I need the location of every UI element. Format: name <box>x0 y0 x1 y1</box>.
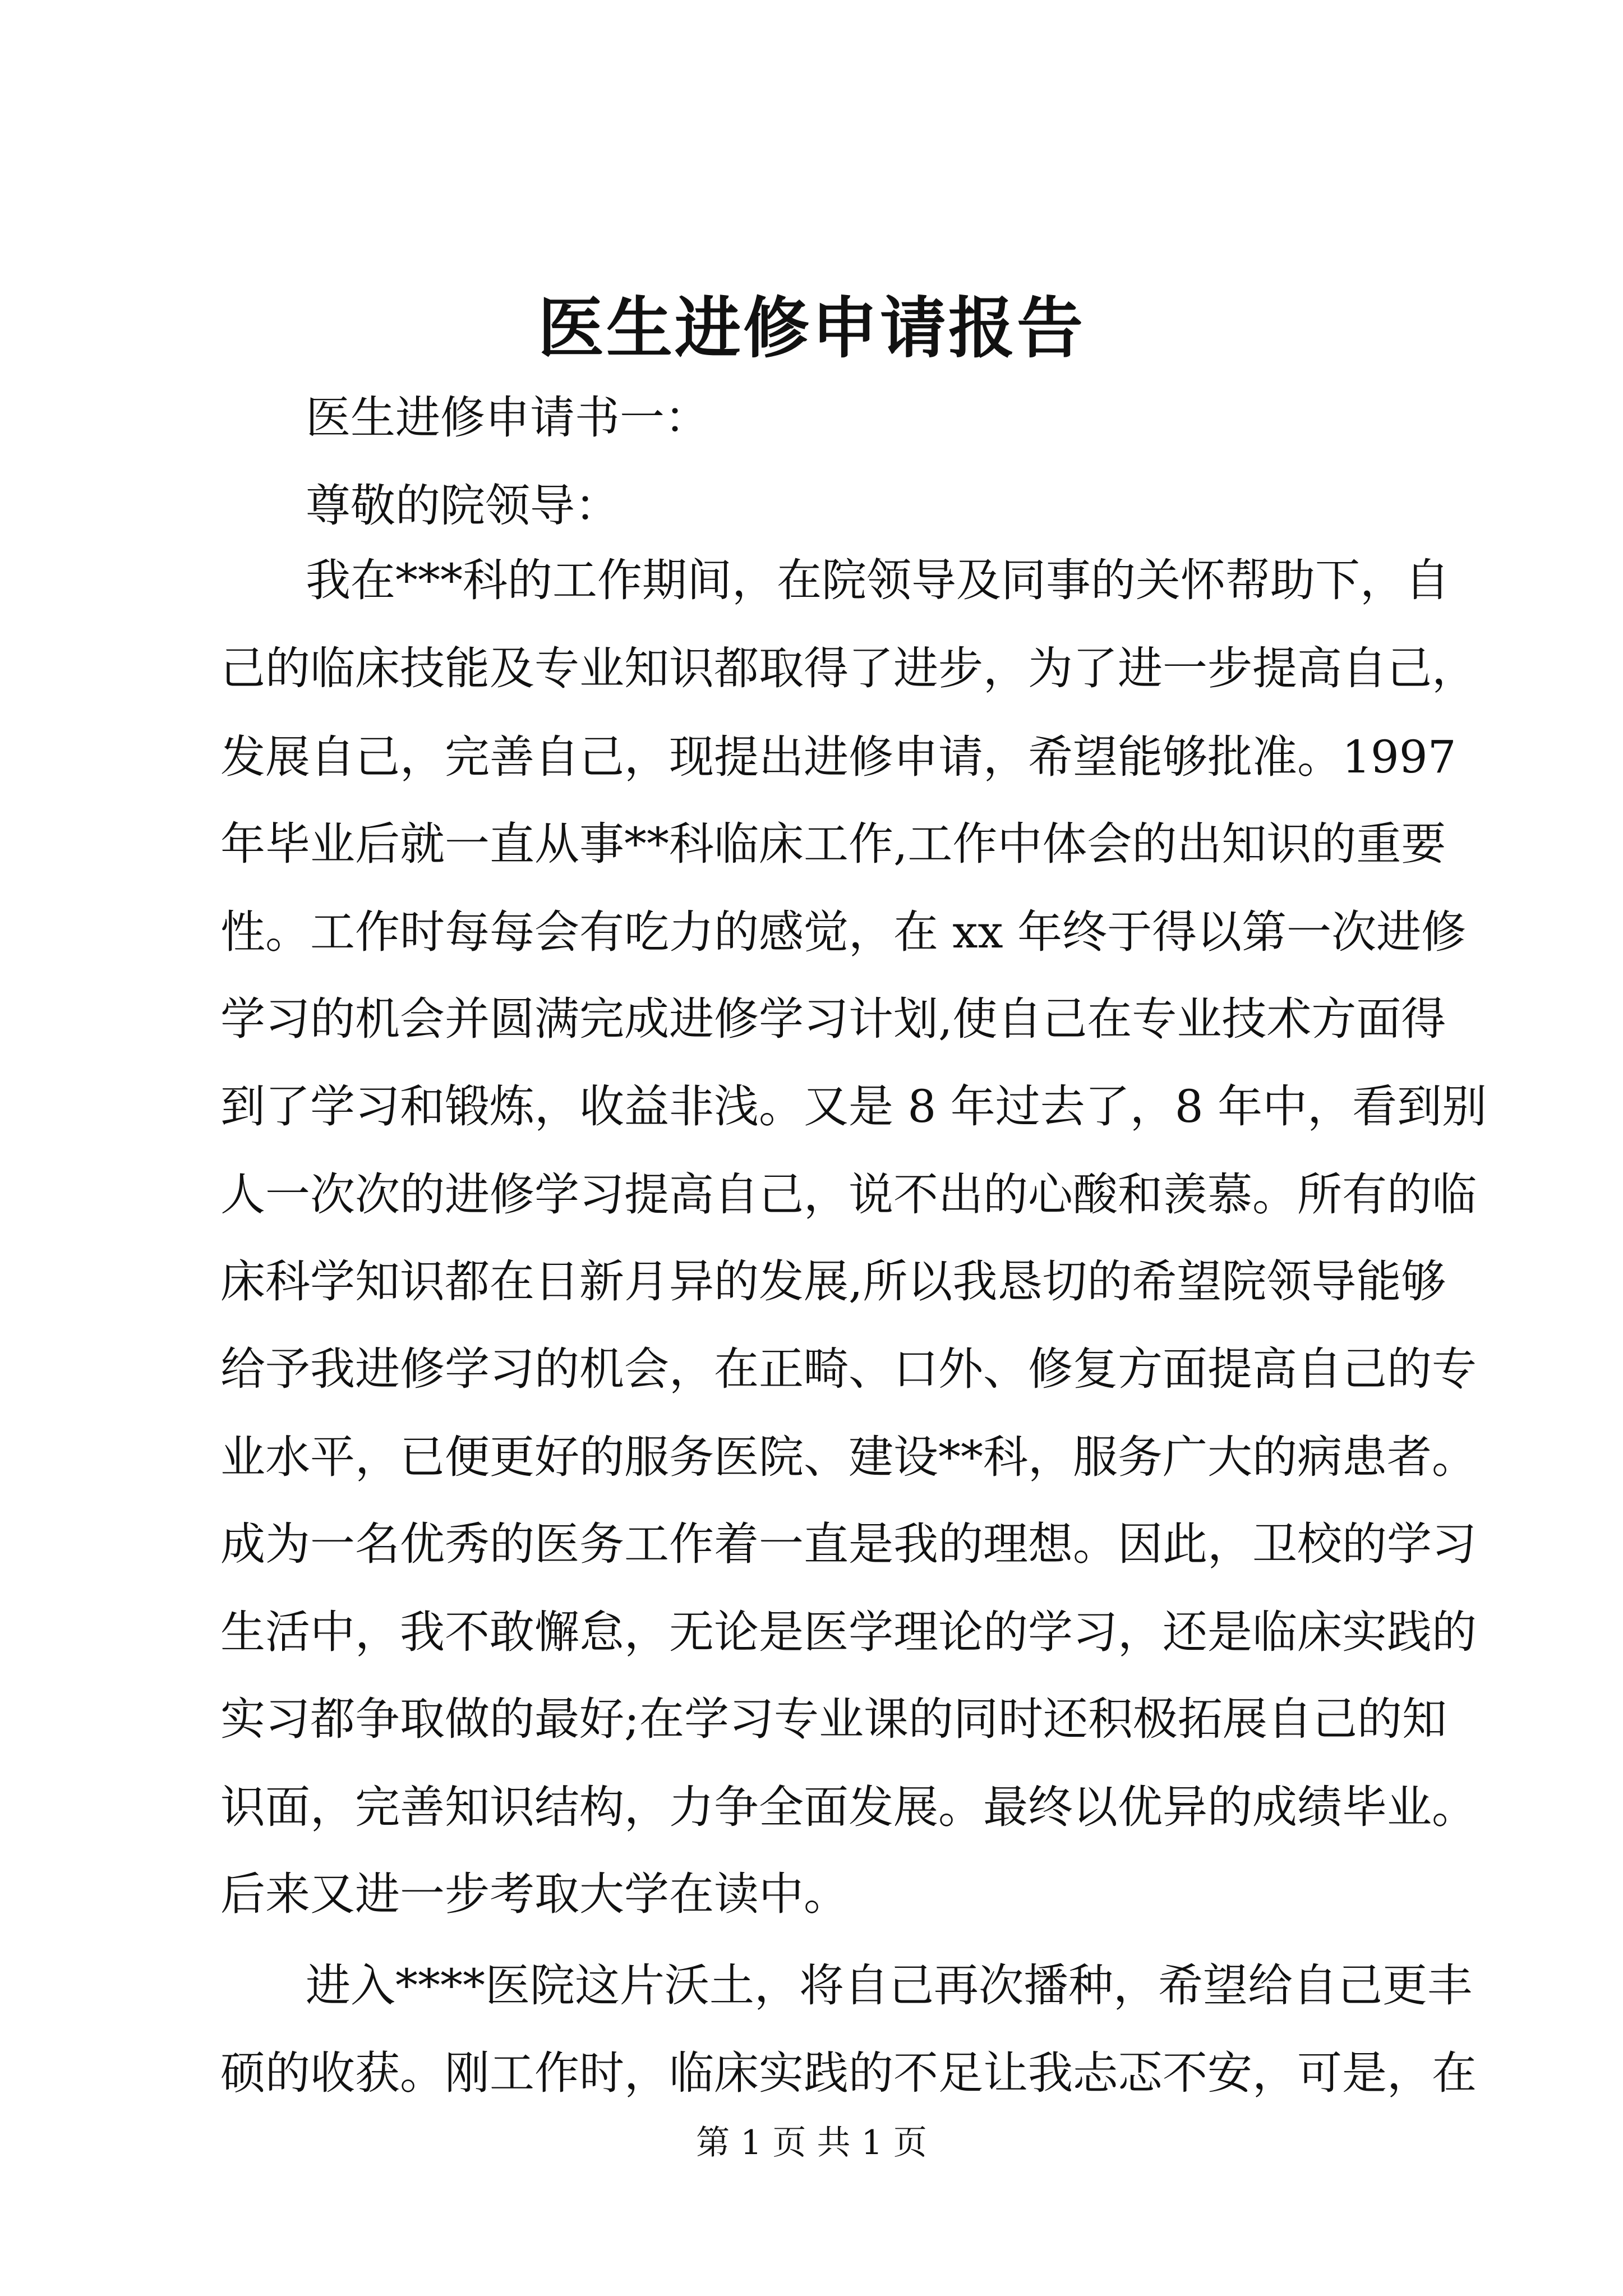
paragraph-line: 床科学知识都在日新月异的发展,所以我恳切的希望院领导能够 <box>220 1255 1446 1308</box>
paragraph-line: 实习都争取做的最好;在学习专业课的同时还积极拓展自己的知 <box>220 1693 1447 1745</box>
paragraph-line: 到了学习和锻炼，收益非浅。又是 8 年过去了，8 年中，看到别 <box>220 1080 1487 1133</box>
paragraph-line: 我在***科的工作期间，在院领导及同事的关怀帮助下，自 <box>306 554 1450 606</box>
document-title: 医生进修申请报告 <box>537 289 1085 367</box>
paragraph-line: 后来又进一步考取大学在读中。 <box>220 1868 849 1920</box>
paragraph-line: 学习的机会并圆满完成进修学习计划,使自己在专业技术方面得 <box>220 993 1446 1045</box>
paragraph-line: 年毕业后就一直从事**科临床工作,工作中体会的出知识的重要 <box>220 818 1446 870</box>
paragraph-line: 识面，完善知识结构，力争全面发展。最终以优异的成绩毕业。 <box>220 1781 1477 1833</box>
section-heading: 医生进修申请书一： <box>306 392 709 444</box>
paragraph-line: 硕的收获。刚工作时，临床实践的不足让我忐忑不安，可是，在 <box>220 2047 1477 2099</box>
paragraph-line: 业水平，已便更好的服务医院、建设**科，服务广大的病患者。 <box>220 1431 1477 1483</box>
paragraph-line: 发展自己，完善自己，现提出进修申请，希望能够批准。1997 <box>220 731 1456 783</box>
paragraph-line: 性。工作时每每会有吃力的感觉，在 xx 年终于得以第一次进修 <box>220 906 1467 958</box>
paragraph-line: 人一次次的进修学习提高自己，说不出的心酸和羡慕。所有的临 <box>220 1168 1477 1221</box>
paragraph-line: 给予我进修学习的机会，在正畸、口外、修复方面提高自己的专 <box>220 1343 1477 1395</box>
paragraph-line: 进入****医院这片沃土，将自己再次播种，希望给自己更丰 <box>306 1959 1472 2012</box>
paragraph-line: 生活中，我不敢懈怠，无论是医学理论的学习，还是临床实践的 <box>220 1606 1477 1658</box>
page-number-footer: 第 1 页 共 1 页 <box>696 2123 927 2162</box>
paragraph-line: 成为一名优秀的医务工作着一直是我的理想。因此，卫校的学习 <box>220 1518 1477 1570</box>
paragraph-line: 己的临床技能及专业知识都取得了进步，为了进一步提高自己， <box>220 642 1477 694</box>
salutation: 尊敬的院领导： <box>306 480 620 532</box>
